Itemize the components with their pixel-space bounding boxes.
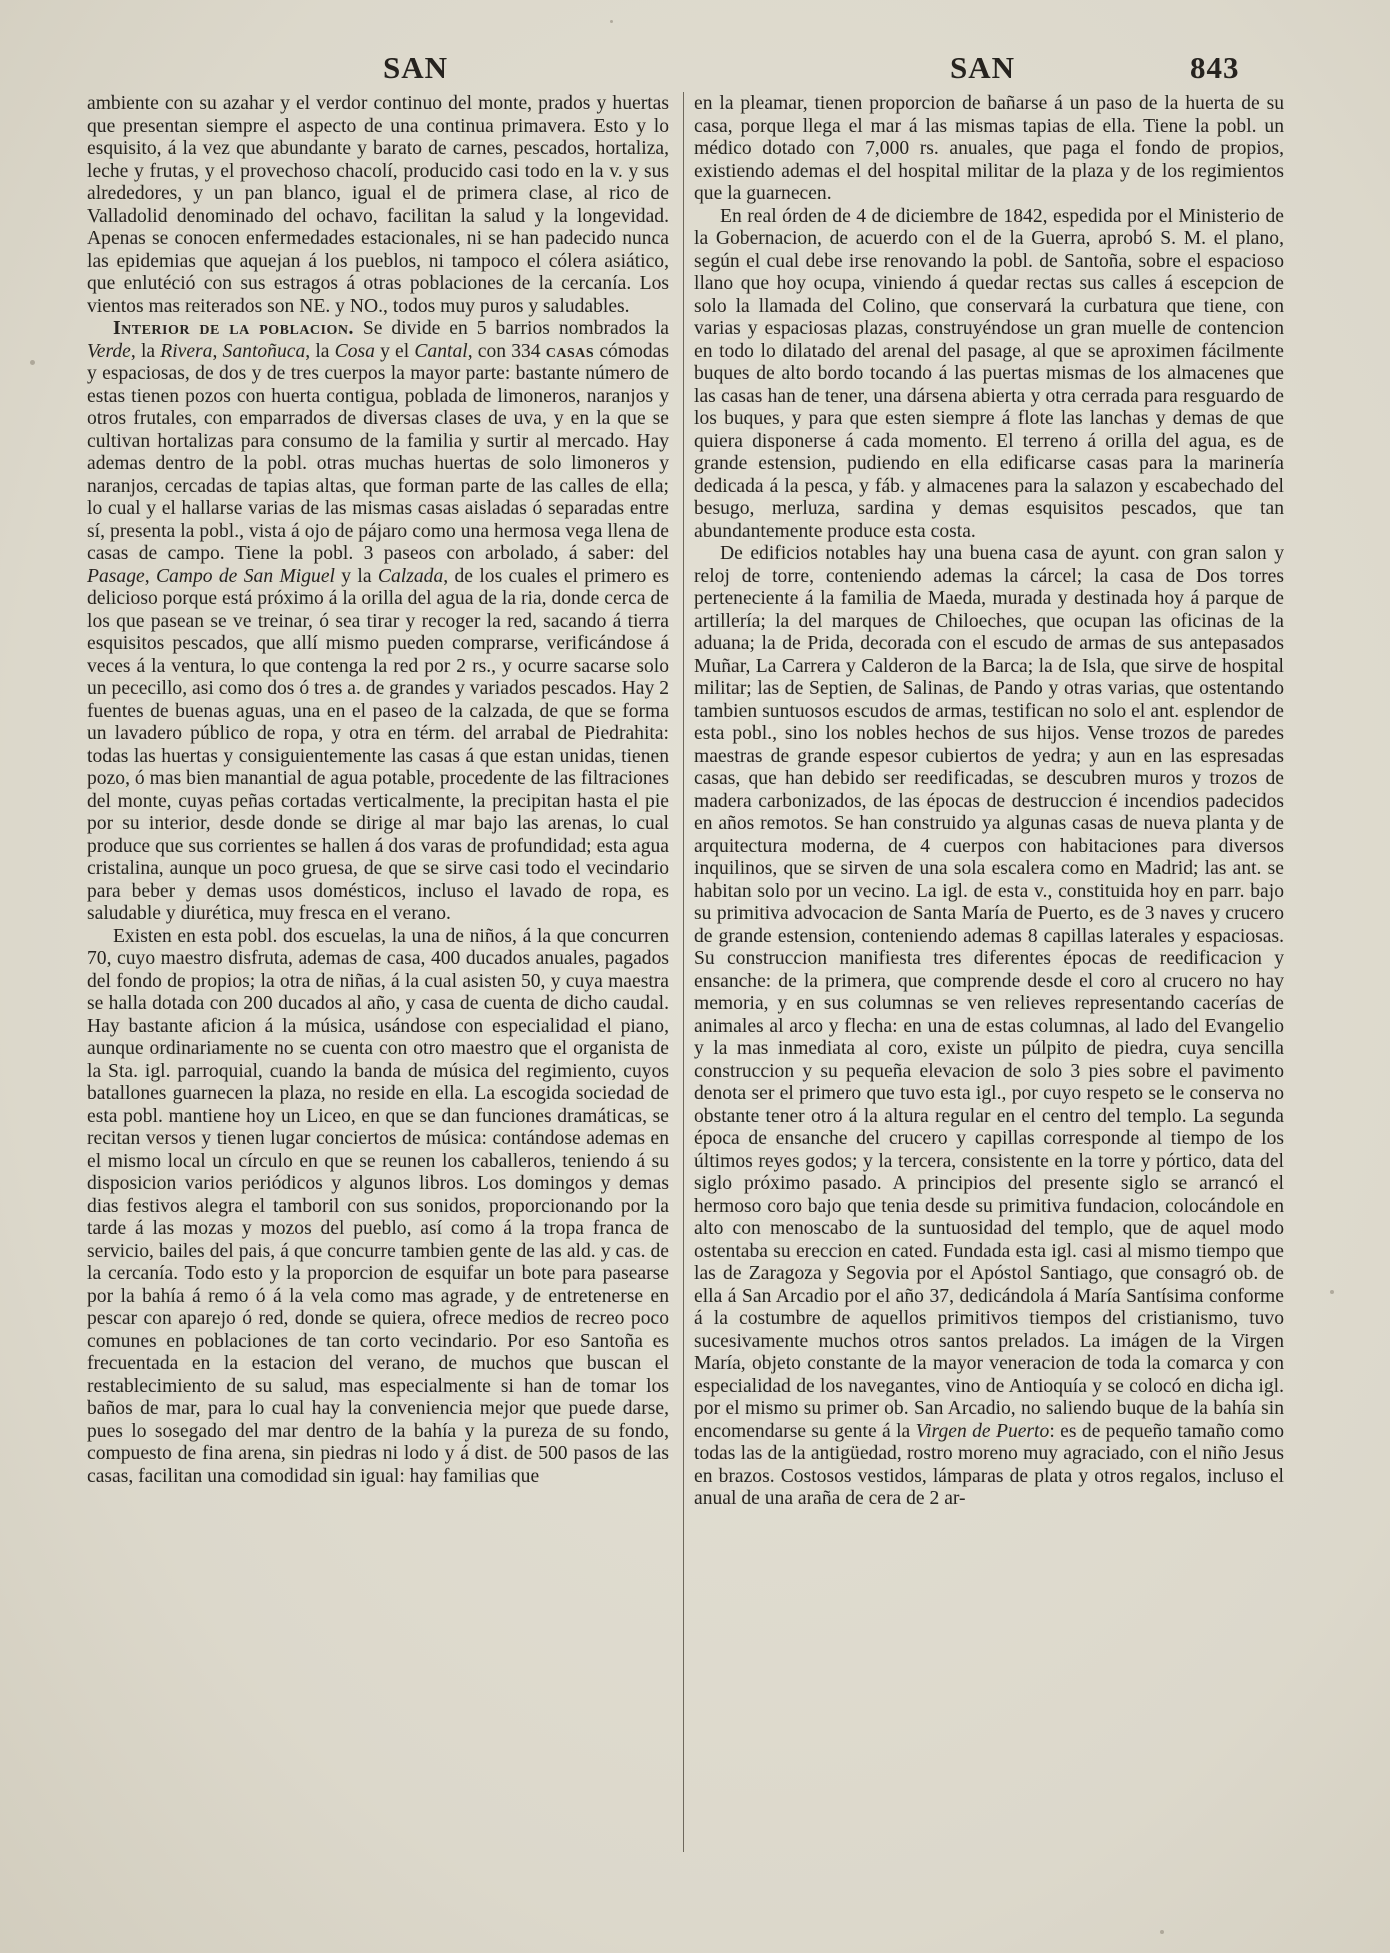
page-number: 843 (1190, 50, 1240, 85)
right-column (694, 93, 1284, 1511)
running-header-left: SAN (383, 50, 449, 85)
running-header-right: SAN (950, 50, 1016, 85)
paper-speck (1330, 1290, 1334, 1294)
paper-speck (30, 360, 35, 365)
section-heading: Interior de la poblacion. (113, 318, 354, 339)
paragraph-royal-order: En real órden de 4 de diciembre de 1842, espedida por el Ministerio de la Gobernacion, de acuerdo con el de la Guerra, aprobó S. M. el plano, según el cual debe irse renovando la pobl. de Santoña, sobre el espacioso llano que hoy ocupa, viniendo á quedar rectas sus calles á escepcion de solo la llamada del Colino, que conservará la curbatura que tiene, con varias y espaciosas plazas, construyéndose un gran muelle de contencion en todo lo dilatado del arenal del pasage, al que se aproximen fácilmente buques de alto bordo tocando á las puertas mismas de los almacenes que las casas han de tener, una dársena abierta y otra cerrada para resguardo de los buques, y para que esten siempre á flote las lanchas y demas de que quiera disponerse á cada momento. El terreno á orilla del agua, es de grande estension, pudiendo en ella edificarse casas para la marinería dedicada á la pesca, y fáb. y almacenes para la salazon y escabechado del besugo, merluza, sardina y demas esquisitos pescados, que tan abundantemente produce esta costa. (694, 205, 1284, 542)
paragraph-interior: Interior de la poblacion. Se divide en 5 barrios nombrados la Verde, la Rivera, Santoñuca, la Cosa y el Cantal, con 334 casas cómodas y espaciosas, de dos y de tres cuerpos la mayor parte: bastante número de estas tienen pozos con huerta contigua, poblada de limoneros, naranjos y otros frutales, con emparrados de diversas clases de uva, y en la que se cultivan hortalizas para consumo de la familia y surtir al mercado. Hay ademas dentro de la pobl. otras muchas huertas de solo limoneros y naranjos, cercadas de tapias altas, que forman parte de las calles de ella; lo cual y el hallarse varias de las mismas casas aisladas ó separadas entre sí, presenta la pobl., vista á ojo de pájaro como una hermosa vega llena de casas de campo. Tiene la pobl. 3 paseos con arbolado, á saber: del Pasage, Campo de San Miguel y la Calzada, de los cuales el primero es delicioso porque está próximo á la orilla del agua de la ria, donde cerca de los que pasean se ve treinar, ó sea tirar y recoger la red, sacando á tierra esquisitos pescados, que allí mismo pueden comprarse, verificándose á veces á la ventura, lo que contenga la red por 2 rs., y ocurre sacarse solo un pececillo, asi como dos ó tres a. de grandes y variados pescados. Hay 2 fuentes de buenas aguas, una en el paseo de la calzada, de que se forma un lavadero público de ropa, y otra en térm. del arrabal de Piedrahita: todas las huertas y consiguientemente las casas á que estan unidas, tienen pozo, ó mas bien manantial de agua potable, procedente de las filtraciones del monte, cuyas peñas cortadas verticalmente, la precipitan hasta el pie por su interior, desde donde se dirige al mar bajo las arenas, lo cual produce que sus corrientes se hallen á dos varas de profundidad; esta agua cristalina, aunque un poco gruesa, de que se sirve casi todo el vecindario para beber y demas usos domésticos, incluso el lavado de ropa, es saludable y diurética, muy fresca en el verano. (87, 318, 669, 924)
paragraph-schools: Existen en esta pobl. dos escuelas, la una de niños, á la que concurren 70, cuyo maestro disfruta, ademas de casa, 400 ducados anuales, pagados del fondo de propios; la otra de niñas, á la cual asisten 50, y cuya maestra se halla dotada con 200 ducados al año, y casa de cuenta de dicho caudal. Hay bastante aficion á la música, usándose con especialidad el piano, aunque ordinariamente no se cuenta con otro maestro que el organista de la Sta. igl. parroquial, cuando la banda de música del regimiento, cuyos batallones guarnecen la plaza, no reside en ella. La escogida sociedad de esta pobl. mantiene hoy un Liceo, en que se dan funciones dramáticas, se recitan versos y tienen lugar conciertos de música: contándose ademas en el mismo local un círculo en que se reunen los caballeros, teniendo á su disposicion varios periódicos y algunos libros. Los domingos y demas dias festivos alegra el tamboril con sus sonidos, proporcionando por la tarde á las mozas y mozos del pueblo, así como á la tropa franca de servicio, bailes del pais, á que concurre tambien gente de las ald. y cas. de la cercanía. Todo esto y la proporcion de esquifar un bote para pasearse por la bahía á remo ó á la vela como mas agrade, y de entretenerse en pescar con aparejo ó red, donde se quiera, ofrece medios de recreo poco comunes en poblaciones de tan corto vecindario. Por eso Santoña es frecuentada en la estacion del verano, de muchos que buscan el restablecimiento de su salud, mas especialmente si han de tomar los baños de mar, para lo cual hay la conveniencia mejor que puede darse, pues lo sosegado del mar dentro de la bahía y la pureza de su fondo, compuesto de fina arena, sin piedras ni lodo y á dist. de 500 pasos de las casas, facilitan una comodidad sin igual: hay familias que (87, 925, 669, 1487)
paragraph-climate: ambiente con su azahar y el verdor continuo del monte, prados y huertas que presentan siempre el aspecto de una continua primavera. Esto y lo esquisito, á la vez que abundante y barato de carnes, pescados, hortaliza, leche y frutas, y el provechoso chacolí, producido casi todo en la v. y sus alrededores, y un pan blanco, igual el de primera clase, al rico de Valladolid denominado del ochavo, facilitan la salud y la longevidad. Apenas se conocen enfermedades estacionales, ni se han padecido nunca las epidemias que aquejan á los pueblos, ni tampoco el cólera asiático, que enlutéció con sus estragos á otras poblaciones de la cercanía. Los vientos mas reiterados son NE. y NO., todos muy puros y saludables. (87, 93, 669, 317)
left-column (87, 93, 669, 1488)
paper-speck (610, 20, 613, 23)
paragraph-bathing: en la pleamar, tienen proporcion de bañarse á un paso de la huerta de su casa, porque llega el mar á las mismas tapias de ella. Tiene la pobl. un médico dotado con 7,000 rs. anuales, que paga el fondo de propios, existiendo ademas el del hospital militar de la plaza y de los regimientos que la guarnecen. (694, 93, 1284, 204)
paper-speck (1160, 1930, 1164, 1934)
column-divider (683, 92, 684, 1852)
paragraph-buildings: De edificios notables hay una buena casa de ayunt. con gran salon y reloj de torre, conteniendo ademas la cárcel; la casa de Dos torres perteneciente á la familia de Maeda, murada y destinada hoy á parque de artillería; la del marques de Chiloeches, que ocupan las oficinas de la aduana; la de Prida, decorada con el escudo de armas de sus antepasados Muñar, La Carrera y Calderon de la Barca; la de Isla, que sirve de hospital militar; las de Septien, de Salinas, de Pando y otras varias, que ostentando tambien suntuosos escudos de armas, testifican no solo el ant. esplendor de esta pobl., sino los nobles hechos de sus hijos. Vense trozos de paredes maestras de grande espesor cubiertos de yedra; y aun en las espresadas casas, que han debido ser reedificadas, se descubren muros y trozos de madera carbonizados, de las épocas de destruccion é incendios padecidos en años remotos. Se han construido ya algunas casas de nueva planta y de arquitectura moderna, de 4 cuerpos con habitaciones para diversos inquilinos, que se sirven de una sola escalera como en Madrid; las ant. se habitan solo por un vecino. La igl. de esta v., constituida hoy en parr. bajo su primitiva advocacion de Santa María de Puerto, es de 3 naves y crucero de grande estension, conteniendo ademas 8 capillas laterales y espaciosas. Su construccion manifiesta tres diferentes épocas de reedificacion y ensanche: de la primera, que comprende desde el coro al crucero no hay memoria, y en sus columnas se ven relieves representando cacerías de animales al arco y flecha: en una de estas columnas, al lado del Evangelio y la mas inmediata al coro, existe un púlpito de piedra, cuya sencilla construccion y su pequeña elevacion de solo 3 pies sobre el pavimento denota ser el primero que tuvo esta igl., por cuyo respeto se le conserva no obstante tener otro á la altura regular en el centro del templo. La segunda época de ensanche del crucero y capillas corresponde al tiempo de los últimos reyes godos; y la tercera, consistente en la torre y pórtico, data del siglo próximo pasado. A principios del presente siglo se arrancó el hermoso coro bajo que tenia desde su primitiva fundacion, colocándole en alto con menoscabo de la suntuosidad del templo, que de aquel modo ostentaba su ereccion en cated. Fundada esta igl. casi al mismo tiempo que las de Zaragoza y Segovia por el Apóstol Santiago, que consagró ob. de ella á San Arcadio por el año 37, dedicándola á María Santísima conforme á la costumbre de aquellos primitivos tiempos del cristianismo, tuvo sucesivamente muchos otros santos prelados. La imágen de la Virgen María, objeto constante de la mayor veneracion de toda la comarca y con especialidad de los navegantes, vino de Antioquía y se colocó en dicha igl. por el mismo su primer ob. San Arcadio, no saliendo buque de la bahía sin encomendarse su gente á la Virgen de Puerto: es de pequeño tamaño como todas las de la antigüedad, rostro moreno muy agraciado, con el niño Jesus en brazos. Costosos vestidos, lámparas de plata y otros regalos, incluso el anual de una araña de cera de 2 ar- (694, 543, 1284, 1509)
